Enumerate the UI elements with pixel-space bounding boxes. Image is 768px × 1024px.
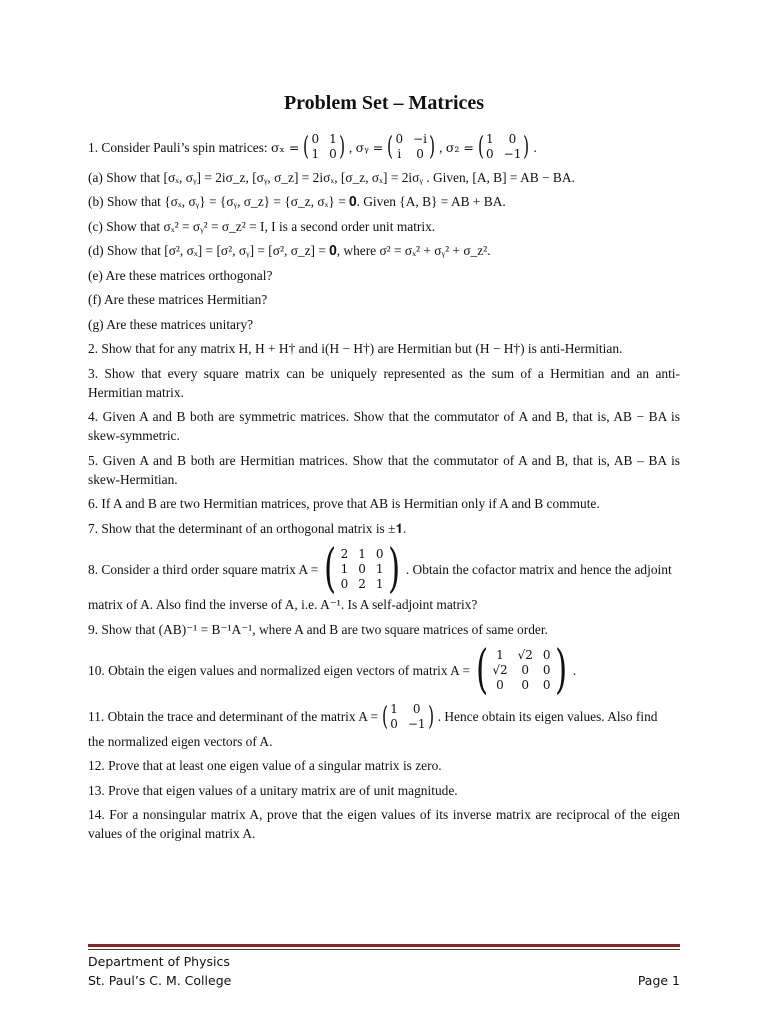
matrix-cell: 0 xyxy=(542,647,551,662)
problem-10-text: 10. Obtain the eigen values and normalized eigen vectors of matrix A = xyxy=(88,662,471,678)
problem-11-line2: the normalized eigen vectors of A. xyxy=(88,733,273,749)
matrix-cell: 0 xyxy=(521,662,530,677)
matrix-cell: 1 xyxy=(311,147,320,161)
problem-6: 6. If A and B are two Hermitian matrices, prove that AB is Hermitian only if A and B commute. xyxy=(88,496,600,511)
problem-1c: (c) Show that σₓ² = σᵧ² = σ_z² = I, I is a second order unit matrix. xyxy=(88,218,436,234)
problem-10-matrix: ( 1 √2 0 √2 0 0 0 0 0 ) xyxy=(476,640,567,700)
problem-2: 2. Show that for any matrix H, H + H† and i(H − H†) are Hermitian but (H − H†) is anti-Hermitian. xyxy=(88,341,623,356)
matrix-cell: 1 xyxy=(390,701,398,716)
matrix-cell: 1 xyxy=(329,132,337,146)
matrix-cell: 0 xyxy=(375,546,384,561)
sigma-y-matrix: ( 0 −i i 0 ) xyxy=(387,132,436,162)
matrix-cell: 0 xyxy=(395,132,404,146)
problem-5: 5. Given A and B both are Hermitian matrices. Show that the commutator of A and B, that is, AB – BA is skew-Hermitian. xyxy=(88,452,680,487)
problem-1a: (a) Show that [σₓ, σᵧ] = 2iσ_z, [σᵧ, σ_z] = 2iσₓ, [σ_z, σₓ] = 2iσᵧ . Given, [A, B] = AB − BA. xyxy=(88,169,575,185)
matrix-cell: 1 xyxy=(340,561,349,576)
problem-8 xyxy=(88,539,680,599)
problem-13: 13. Prove that eigen values of a unitary matrix are of unit magnitude. xyxy=(88,782,458,798)
matrix-cell: 1 xyxy=(358,546,366,561)
matrix-cell: 1 xyxy=(375,576,384,591)
matrix-cell: 0 xyxy=(340,576,349,591)
page-footer xyxy=(88,952,680,990)
footer-department: Department of Physics xyxy=(88,954,230,969)
problem-8-line2: matrix of A. Also find the inverse of A, i.e. A⁻¹. Is A self-adjoint matrix? xyxy=(88,597,478,612)
matrix-cell: 1 xyxy=(486,132,494,146)
matrix-cell: 0 xyxy=(329,147,337,161)
problem-list xyxy=(88,132,680,849)
matrix-cell: 0 xyxy=(542,662,551,677)
sigma-x-matrix: ( 0 1 1 0 ) xyxy=(303,132,345,162)
matrix-cell: 0 xyxy=(486,147,494,161)
problem-1-intro: 1. Consider Pauli’s spin matrices: σₓ = ( 0 1 1 0 ) , σᵧ = ( 0 −i i 0 ) , σ₂ = ( 1 0 0 −1 ) . xyxy=(88,132,537,162)
matrix-cell: 0 xyxy=(412,701,421,716)
matrix-cell: −1 xyxy=(503,147,522,161)
problem-1g: (g) Are these matrices unitary? xyxy=(88,316,254,332)
matrix-cell: 0 xyxy=(496,677,504,692)
problem-1b: (b) Show that {σₓ, σᵧ} = {σᵧ, σ_z} = {σ_z, σₓ} = 𝟎. Given {A, B} = AB + BA. xyxy=(88,194,506,209)
problem-8-matrix: ( 2 1 0 1 0 1 0 2 1 ) xyxy=(324,539,400,599)
footer-divider xyxy=(88,944,680,950)
sigma-z-label: σ₂ = xyxy=(445,139,474,155)
problem-10-period: . xyxy=(572,662,577,678)
problem-11-text-cont: . Hence obtain its eigen values. Also find xyxy=(437,709,658,724)
sigma-x-label: σₓ = xyxy=(271,139,300,155)
problem-14: 14. For a nonsingular matrix A, prove that the eigen values of its inverse matrix are reciprocal of the eigen values of the original matrix A. xyxy=(88,807,680,841)
footer-page-number: Page 1 xyxy=(637,973,680,988)
problem-8-text-cont: . Obtain the cofactor matrix and hence the adjoint xyxy=(405,561,672,577)
problem-8-text: 8. Consider a third order square matrix A = xyxy=(88,561,319,577)
matrix-cell: 0 xyxy=(542,677,551,692)
document-title: Problem Set – Matrices xyxy=(283,92,485,114)
sigma-y-label: σᵧ = xyxy=(355,139,384,155)
problem-12: 12. Prove that at least one eigen value of a singular matrix is zero. xyxy=(88,758,442,773)
matrix-cell: −1 xyxy=(407,716,426,731)
problem-10 xyxy=(88,640,680,700)
matrix-cell: 0 xyxy=(390,716,398,731)
matrix-cell: 0 xyxy=(358,561,366,576)
matrix-cell: 1 xyxy=(375,561,384,576)
problem-1-intro-text: 1. Consider Pauli’s spin matrices: xyxy=(88,139,268,155)
problem-11-text: 11. Obtain the trace and determinant of the matrix A = xyxy=(88,709,379,724)
matrix-cell: 2 xyxy=(340,546,349,561)
problem-11-matrix: ( 1 0 0 −1 ) xyxy=(382,701,434,732)
matrix-cell: 2 xyxy=(358,576,366,591)
matrix-cell: 0 xyxy=(416,147,424,161)
problem-1d: (d) Show that [σ², σₓ] = [σ², σᵧ] = [σ², σ_z] = 𝟎, where σ² = σₓ² + σᵧ² + σ_z². xyxy=(88,243,491,258)
matrix-cell: √2 xyxy=(492,662,508,677)
problem-1f: (f) Are these matrices Hermitian? xyxy=(88,292,268,307)
matrix-cell: √2 xyxy=(517,647,533,662)
problem-4: 4. Given A and B both are symmetric matrices. Show that the commutator of A and B, that is, AB − BA is skew-symmetric. xyxy=(88,409,680,443)
matrix-cell: 0 xyxy=(311,132,320,146)
footer-college: St. Paul’s C. M. College xyxy=(88,973,232,988)
sigma-z-matrix: ( 1 0 0 −1 ) xyxy=(477,132,530,162)
matrix-cell: 0 xyxy=(521,677,530,692)
problem-9: 9. Show that (AB)⁻¹ = B⁻¹A⁻¹, where A and B are two square matrices of same order. xyxy=(88,621,548,637)
matrix-cell: 0 xyxy=(508,132,517,146)
problem-3: 3. Show that every square matrix can be uniquely represented as the sum of a Hermitian and an anti-Hermitian matrix. xyxy=(88,365,680,400)
matrix-cell: −i xyxy=(413,132,427,146)
problem-11 xyxy=(88,702,680,732)
matrix-cell: i xyxy=(397,147,402,161)
matrix-cell: 1 xyxy=(496,647,504,662)
problem-7: 7. Show that the determinant of an orthogonal matrix is ±𝟏. xyxy=(88,520,407,536)
problem-1e: (e) Are these matrices orthogonal? xyxy=(88,267,273,283)
